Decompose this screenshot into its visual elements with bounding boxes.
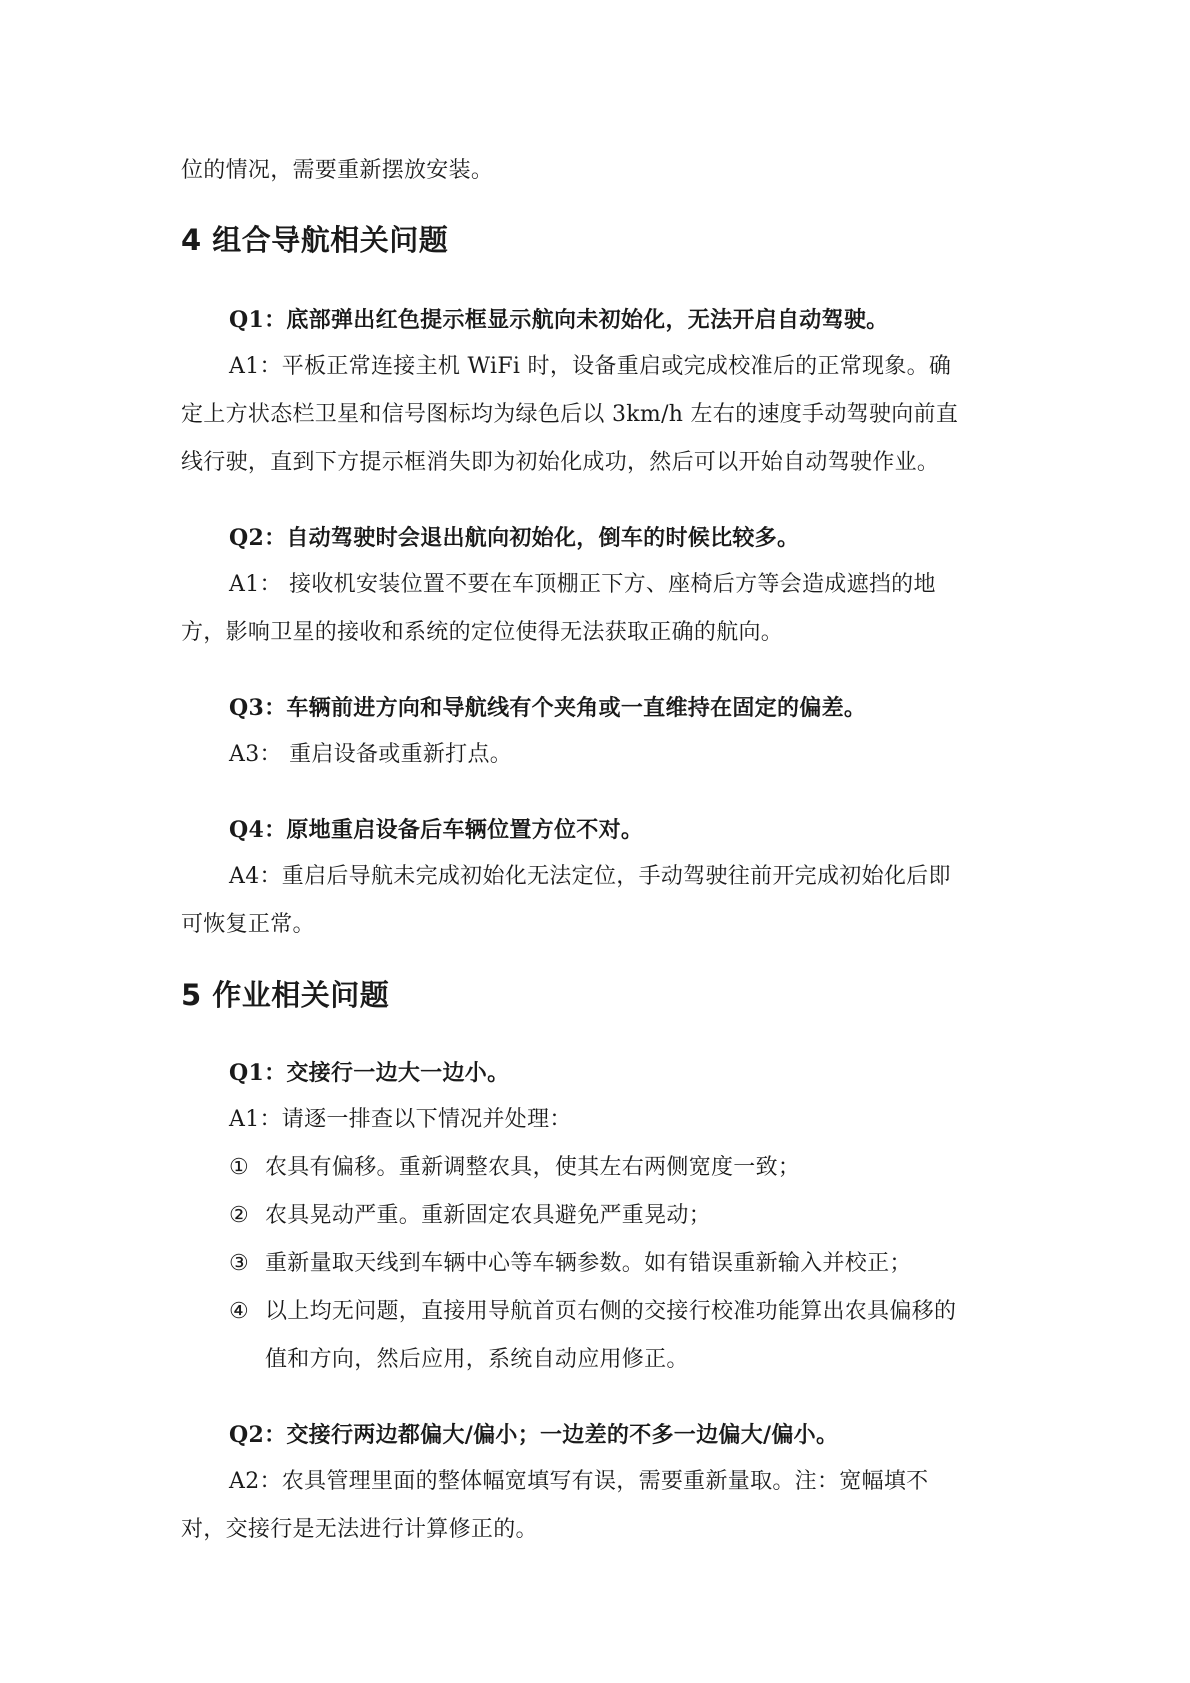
answer-line: 方，影响卫星的接收和系统的定位使得无法获取正确的航向。 [181, 620, 784, 645]
answer-line: A4：重启后导航未完成初始化无法定位，手动驾驶往前开完成初始化后即 [229, 864, 951, 889]
list-text: 农具有偏移。重新调整农具，使其左右两侧宽度一致； [265, 1155, 801, 1180]
list-number: ① [229, 1155, 250, 1180]
answer-line: 对，交接行是无法进行计算修正的。 [181, 1517, 538, 1542]
list-item [229, 1240, 912, 1288]
answer-line: A1：请逐一排查以下情况并处理： [229, 1107, 572, 1132]
section-heading-5: 5 作业相关问题 [181, 978, 390, 1012]
question-q3: Q3：车辆前进方向和导航线有个夹角或一直维持在固定的偏差。 [229, 695, 867, 721]
list-text: 以上均无问题，直接用导航首页右侧的交接行校准功能算出农具偏移的 [265, 1299, 957, 1324]
list-item [229, 1192, 711, 1240]
list-text: 重新量取天线到车辆中心等车辆参数。如有错误重新输入并校正； [265, 1251, 912, 1276]
answer-line: A1：平板正常连接主机 WiFi 时，设备重启或完成校准后的正常现象。确 [229, 354, 952, 379]
answer-line: 可恢复正常。 [181, 912, 315, 937]
question-q1: Q1：交接行一边大一边小。 [229, 1060, 510, 1086]
list-item [229, 1288, 956, 1336]
list-number: ② [229, 1203, 250, 1228]
answer-line: 定上方状态栏卫星和信号图标均为绿色后以 3km/h 左右的速度手动驾驶向前直 [181, 402, 959, 427]
section-heading-4: 4 组合导航相关问题 [181, 223, 449, 257]
paragraph-line: 位的情况，需要重新摆放安装。 [181, 158, 494, 183]
question-q2: Q2：自动驾驶时会退出航向初始化，倒车的时候比较多。 [229, 525, 800, 551]
list-text: 农具晃动严重。重新固定农具避免严重晃动； [265, 1203, 712, 1228]
list-item [229, 1144, 800, 1192]
list-number: ③ [229, 1251, 250, 1276]
question-q4: Q4：原地重启设备后车辆位置方位不对。 [229, 817, 644, 843]
answer-line: 线行驶，直到下方提示框消失即为初始化成功，然后可以开始自动驾驶作业。 [181, 450, 940, 475]
answer-line: A2：农具管理里面的整体幅宽填写有误，需要重新量取。注：宽幅填不 [229, 1469, 929, 1494]
question-q1: Q1：底部弹出红色提示框显示航向未初始化，无法开启自动驾驶。 [229, 307, 889, 333]
list-number: ④ [229, 1299, 250, 1324]
answer-line: A3： 重启设备或重新打点。 [229, 742, 513, 767]
list-continuation: 值和方向，然后应用，系统自动应用修正。 [265, 1347, 689, 1372]
question-q2: Q2：交接行两边都偏大/偏小；一边差的不多一边偏大/偏小。 [229, 1422, 839, 1448]
answer-line: A1： 接收机安装位置不要在车顶棚正下方、座椅后方等会造成遮挡的地 [229, 572, 936, 597]
